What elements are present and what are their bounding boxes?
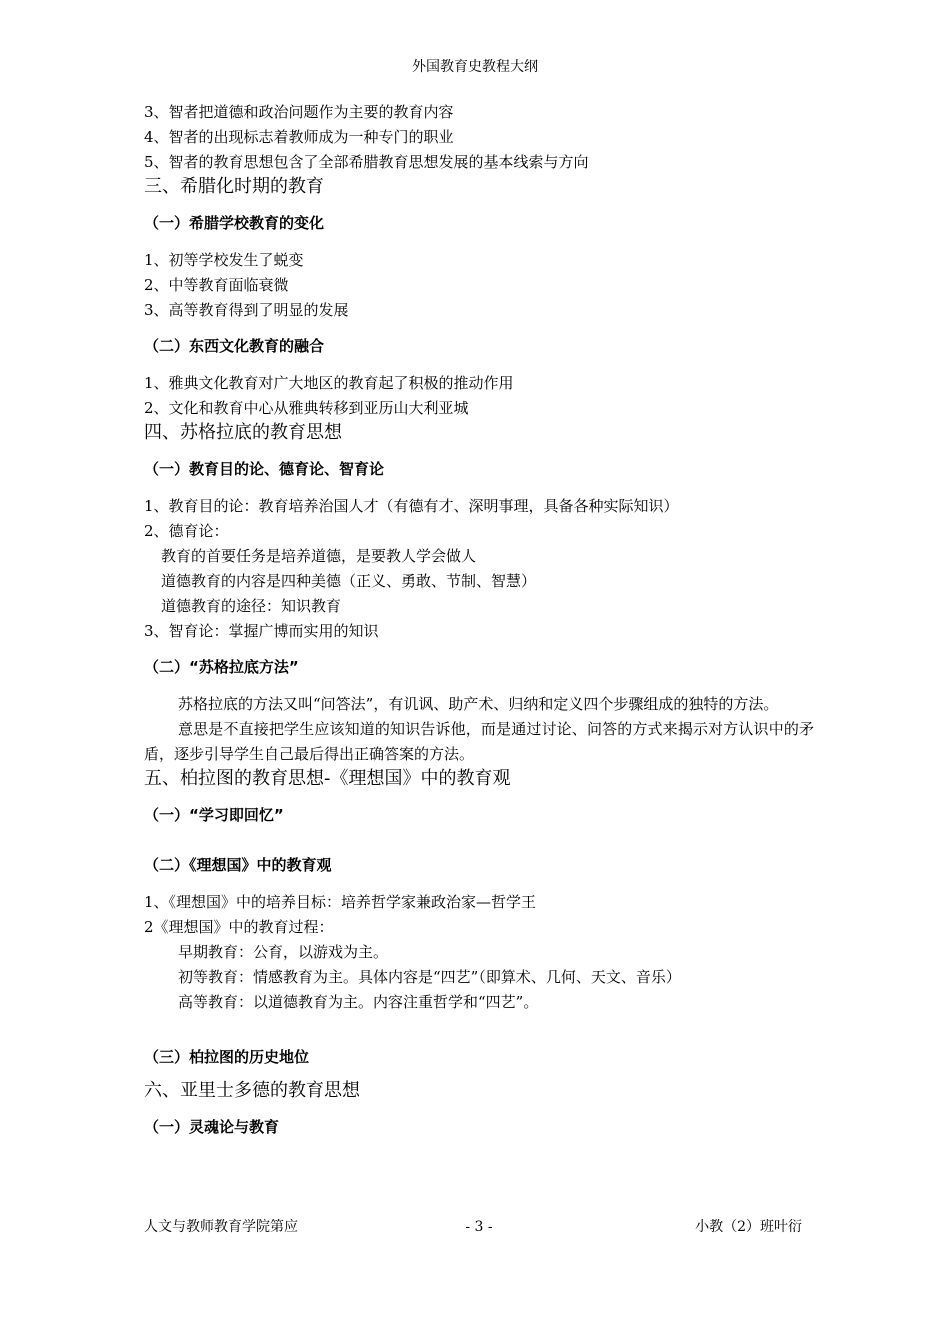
list-item: 道德教育的途径：知识教育 [161, 597, 342, 615]
paragraph: 苏格拉底的方法又叫“问答法”，有讥讽、助产术、归纳和定义四个步骤组成的独特的方法。 [178, 695, 779, 713]
section-heading: 五、柏拉图的教育思想-《理想国》中的教育观 [144, 768, 511, 789]
list-item: 早期教育：公育，以游戏为主。 [178, 943, 389, 961]
list-item: 4、智者的出现标志着教师成为一种专门的职业 [144, 128, 454, 146]
page-header: 外国教育史教程大纲 [412, 59, 538, 75]
list-item: 道德教育的内容是四种美德（正义、勇敢、节制、智慧） [161, 572, 537, 590]
paragraph: 意思是不直接把学生应该知道的知识告诉他，而是通过讨论、问答的方式来揭示对方认识中的矛盾，逐步引导学生自己最后得出正确答案的方法。 [144, 720, 814, 763]
list-item: 2、中等教育面临衰微 [144, 276, 289, 294]
list-item: 2《理想国》中的教育过程： [144, 918, 334, 936]
subsection-heading: （一）教育目的论、德育论、智育论 [144, 460, 385, 478]
list-item: 1、教育目的论：教育培养治国人才（有德有才、深明事理，具备各种实际知识） [144, 497, 679, 515]
footer-right-text: 小教（2）班叶衍 [695, 1219, 802, 1235]
subsection-heading: （一）“学习即回忆” [144, 806, 284, 824]
footer-left-text: 人文与教师教育学院第应 [144, 1219, 298, 1235]
document-body [144, 100, 814, 1137]
page-number: - 3 - [465, 1219, 493, 1235]
subsection-heading: （一）希腊学校教育的变化 [144, 214, 325, 232]
list-item: 2、德育论： [144, 522, 229, 540]
section-heading: 六、亚里士多德的教育思想 [144, 1080, 360, 1101]
list-item: 教育的首要任务是培养道德，是要教人学会做人 [161, 547, 477, 565]
list-item: 1、雅典文化教育对广大地区的教育起了积极的推动作用 [144, 374, 514, 392]
subsection-heading: （二）《理想国》中的教育观 [144, 856, 332, 874]
list-item: 1、初等学校发生了蜕变 [144, 251, 304, 269]
list-item: 初等教育：情感教育为主。具体内容是“四艺”（即算术、几何、天文、音乐） [178, 968, 681, 986]
section-heading: 四、苏格拉底的教育思想 [144, 422, 342, 443]
list-item: 1、《理想国》中的培养目标：培养哲学家兼政治家—哲学王 [144, 893, 537, 911]
subsection-heading: （一）灵魂论与教育 [144, 1118, 280, 1136]
subsection-heading: （二）“苏格拉底方法” [144, 658, 299, 676]
subsection-heading: （二）东西文化教育的融合 [144, 337, 325, 355]
list-item: 3、智育论：掌握广博而实用的知识 [144, 622, 379, 640]
list-item: 3、高等教育得到了明显的发展 [144, 301, 349, 319]
list-item: 3、智者把道德和政治问题作为主要的教育内容 [144, 103, 454, 121]
subsection-heading: （三）柏拉图的历史地位 [144, 1048, 310, 1066]
section-heading: 三、希腊化时期的教育 [144, 176, 324, 197]
list-item: 2、文化和教育中心从雅典转移到亚历山大利亚城 [144, 399, 469, 417]
list-item: 高等教育：以道德教育为主。内容注重哲学和“四艺”。 [178, 993, 539, 1011]
list-item: 5、智者的教育思想包含了全部希腊教育思想发展的基本线索与方向 [144, 153, 589, 171]
